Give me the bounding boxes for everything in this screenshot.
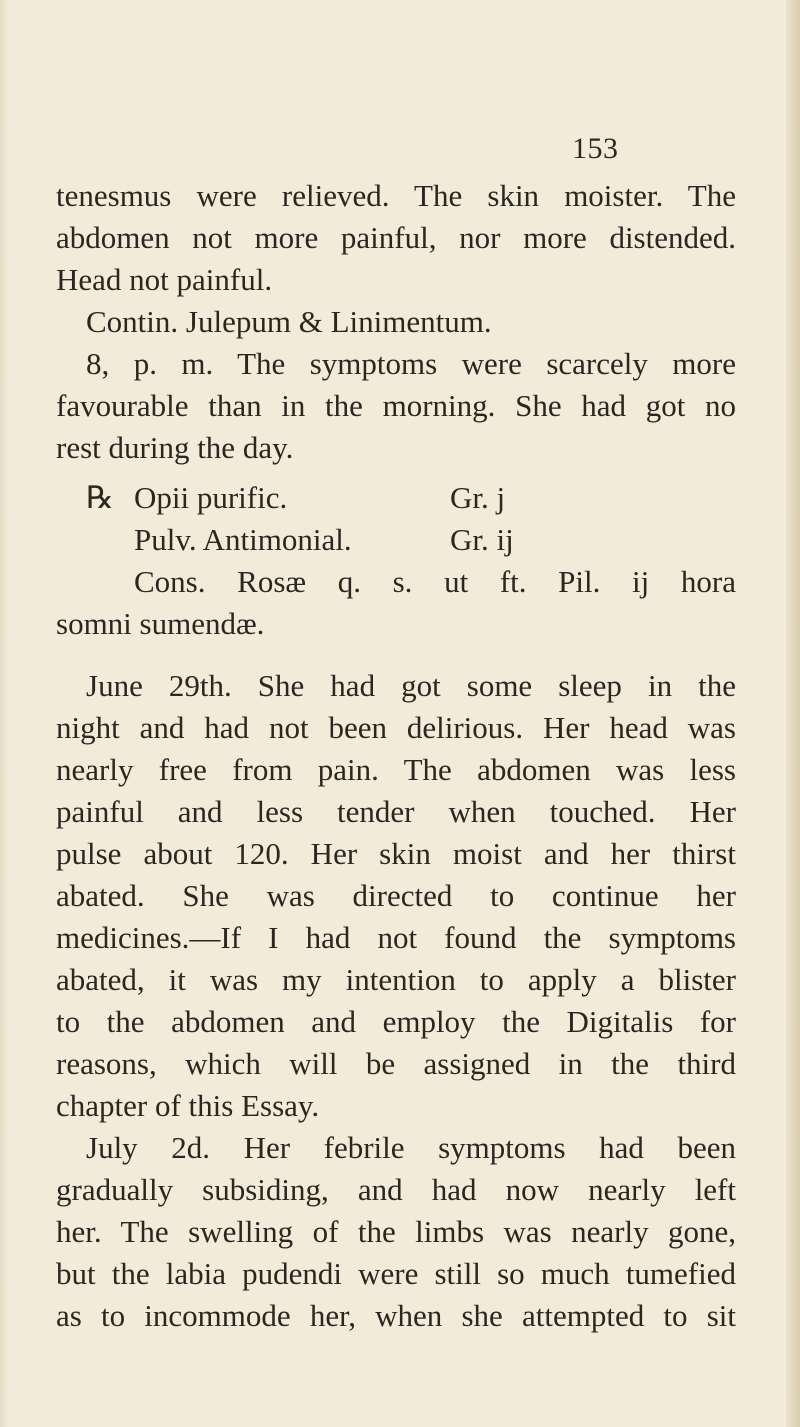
body-line: as to incommode her, when she attempted to sit <box>56 1298 736 1333</box>
prescription-line: somni sumendæ. <box>56 606 265 641</box>
prescription-item-dose: Gr. ij <box>450 522 514 557</box>
body-line: abated, it was my intention to apply a blister <box>56 962 736 997</box>
body-line: Contin. Julepum & Linimentum. <box>86 304 492 339</box>
body-line: gradually subsiding, and had now nearly left <box>56 1172 736 1207</box>
body-line: tenesmus were relieved. The skin moister. The <box>56 178 736 213</box>
body-line: abated. She was directed to continue her <box>56 878 736 913</box>
recipe-symbol: ℞ <box>86 480 114 515</box>
body-line: nearly free from pain. The abdomen was less <box>56 752 736 787</box>
body-line: favourable than in the morning. She had got no <box>56 388 736 423</box>
page-number: 153 <box>572 132 619 165</box>
body-line: medicines.—If I had not found the symptoms <box>56 920 736 955</box>
prescription-item-name: Pulv. Antimonial. <box>134 522 352 557</box>
body-line: pulse about 120. Her skin moist and her thirst <box>56 836 736 871</box>
prescription-item-dose: Gr. j <box>450 480 506 515</box>
body-line: abdomen not more painful, nor more distended. <box>56 220 736 255</box>
body-line: 8, p. m. The symptoms were scarcely more <box>86 346 736 381</box>
prescription-line: Cons. Rosæ q. s. ut ft. Pil. ij hora <box>134 564 736 599</box>
body-line: chapter of this Essay. <box>56 1088 320 1123</box>
body-line: rest during the day. <box>56 430 294 465</box>
body-line: but the labia pudendi were still so much tumefied <box>56 1256 736 1291</box>
body-line: July 2d. Her febrile symptoms had been <box>86 1130 736 1165</box>
body-line: her. The swelling of the limbs was nearly gone, <box>56 1214 736 1249</box>
body-line: June 29th. She had got some sleep in the <box>86 668 736 703</box>
body-line: painful and less tender when touched. Her <box>56 794 736 829</box>
body-line: night and had not been delirious. Her head was <box>56 710 736 745</box>
body-line: Head not painful. <box>56 262 273 297</box>
page-gutter-shadow <box>0 0 8 1427</box>
body-line: to the abdomen and employ the Digitalis for <box>56 1004 736 1039</box>
body-line: reasons, which will be assigned in the third <box>56 1046 736 1081</box>
prescription-item-name: Opii purific. <box>134 480 288 515</box>
page-edge <box>786 0 800 1427</box>
